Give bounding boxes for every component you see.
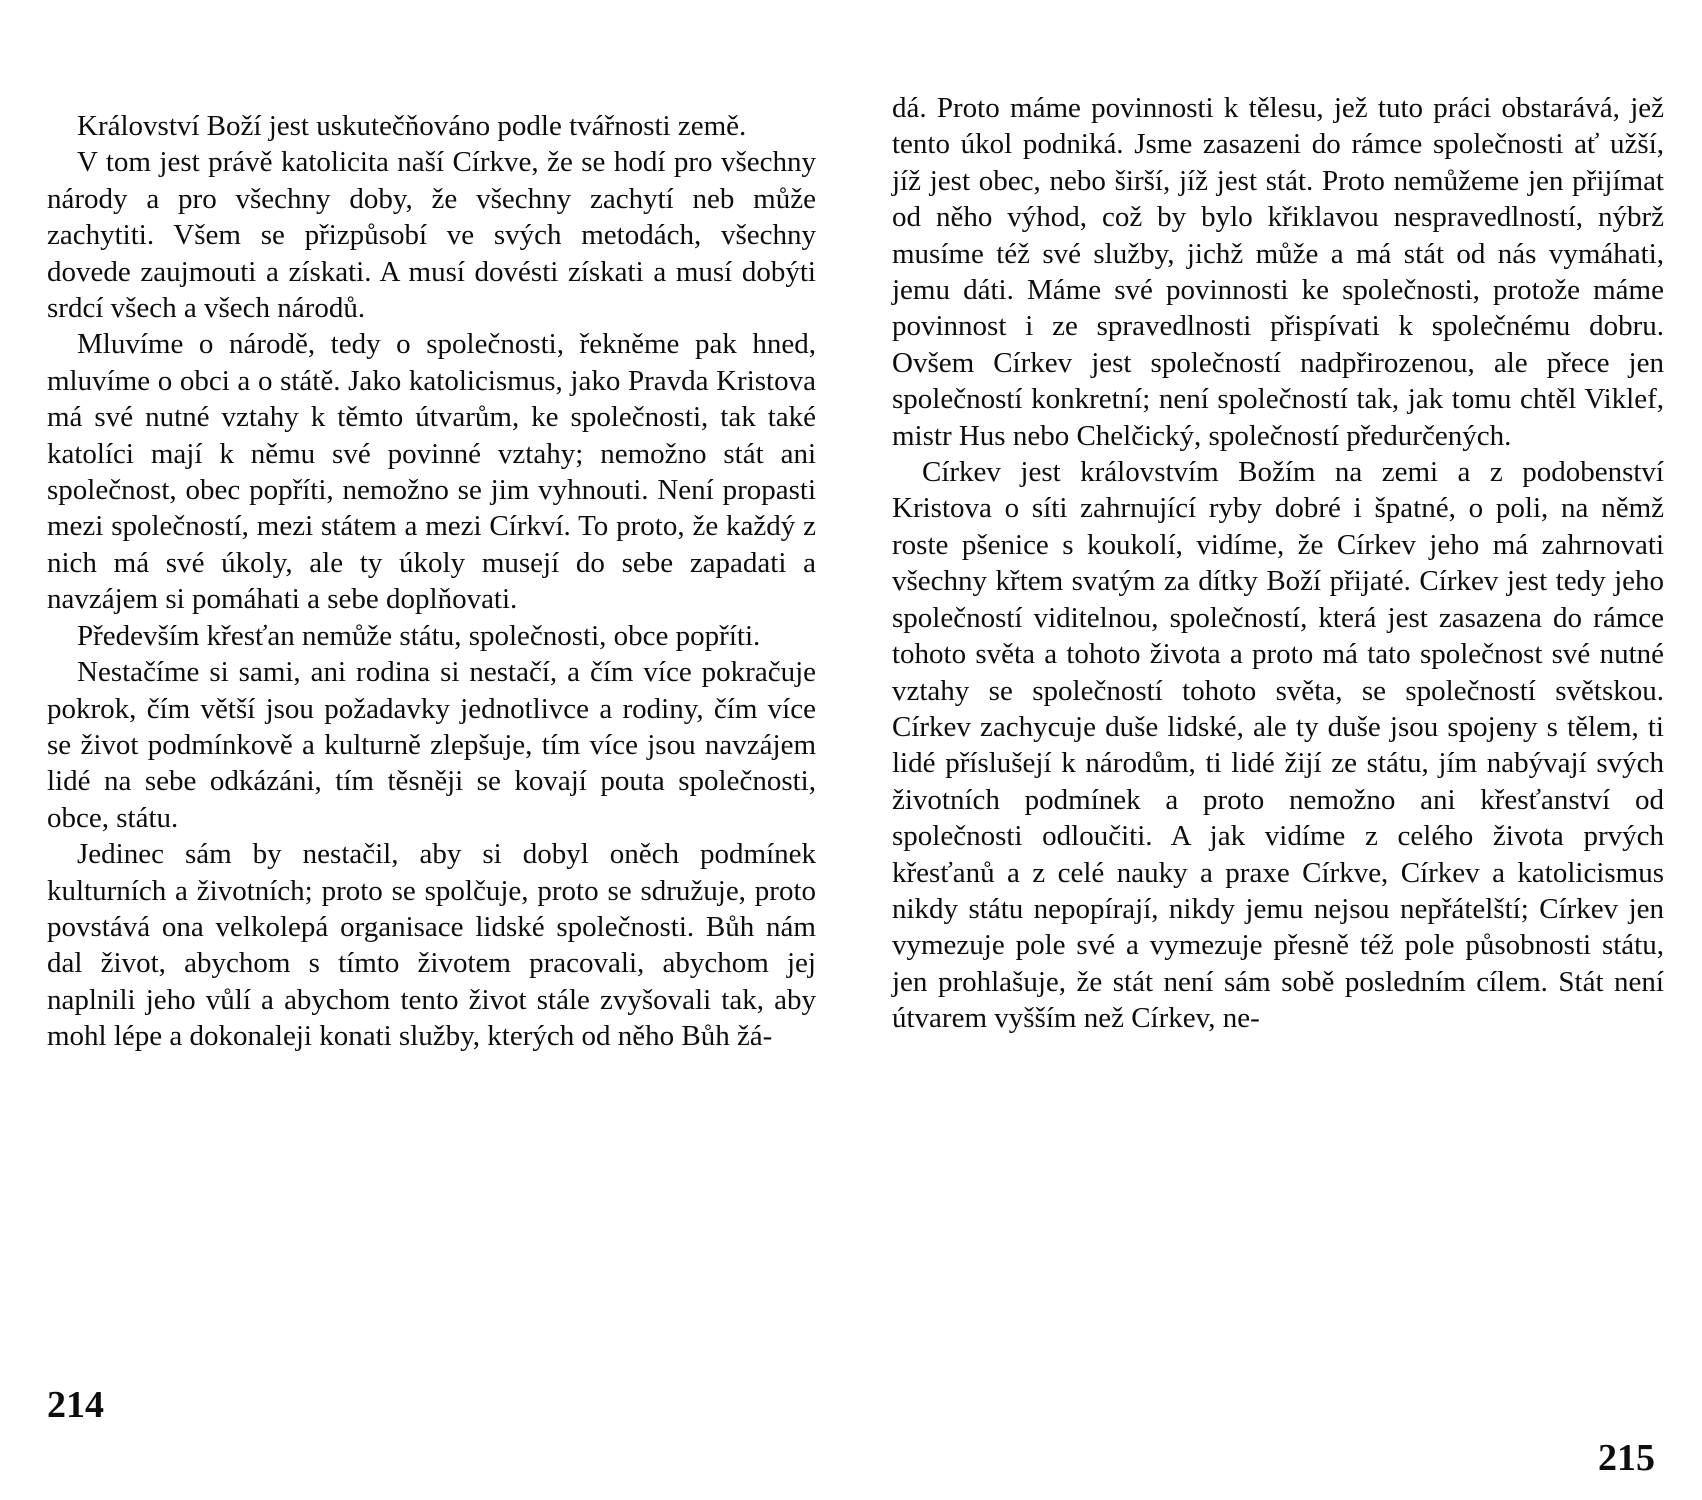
page-number-right: 215 <box>1598 1437 1655 1479</box>
paragraph: Nestačíme si sami, ani rodina si nestačí, a čím více pokračuje pokrok, čím větší jsou požadavky jednotlivce a rodiny, čím více se život podmínkově a kulturně zlepšuje, tím více jsou navzájem lidé na sebe odkázáni, tím těsněji se kovají pouta společnosti, obce, státu. <box>47 656 816 834</box>
paragraph: Církev jest královstvím Božím na zemi a z podobenství Kristova o síti zahrnující ryby dobré i špatné, o poli, na němž roste pšenice s koukolí, vidíme, že Církev jeho má zahrnovati všechny křtem svatým za dítky Boží přijaté. Církev jest tedy jeho společností viditelnou, společností, která jest zasazena do rámce tohoto světa a tohoto života a proto má tato společnost své nutné vztahy se společností tohoto světa, se společností světskou. Církev zachycuje duše lidské, ale ty duše jsou spojeny s tělem, ti lidé příslušejí k národům, ti lidé žijí ze státu, jím nabývají svých životních podmínek a proto nemožno ani křesťanství od společnosti odloučiti. A jak vidíme z celého života prvých křesťanů a z celé nauky a praxe Církve, Církev a katolicismus nikdy státu nepopírají, nikdy jemu nejsou nepřátelští; Církev jen vymezuje pole své a vymezuje přesně též pole působnosti státu, jen prohlašuje, že stát není sám sobě posledním cílem. Stát není útvarem vyšším než Církev, ne- <box>892 456 1664 1035</box>
right-page <box>851 0 1702 1500</box>
paragraph: Mluvíme o národě, tedy o společnosti, řekněme pak hned, mluvíme o obci a o státě. Jako katolicismus, jako Pravda Kristova má své nutné vztahy k těmto útvarům, ke společnosti, tak také katolíci mají k němu své povinné vztahy; nemožno stát ani společnost, obec popříti, nemožno se jim vyhnouti. Není propasti mezi společností, mezi státem a mezi Církví. To proto, že každý z nich má své úkoly, ale ty úkoly musejí do sebe zapadati a navzájem si pomáhati a sebe doplňovati. <box>47 328 816 616</box>
page-number-left: 214 <box>47 1384 104 1426</box>
left-page-text-column <box>47 108 816 1055</box>
paragraph: Království Boží jest uskutečňováno podle tvářnosti země. <box>77 110 747 142</box>
right-page-text-column <box>892 90 1664 1037</box>
paragraph: V tom jest právě katolicita naší Církve, že se hodí pro všechny národy a pro všechny doby, že všechny zachytí neb může zachytiti. Všem se přizpůsobí ve svých metodách, všechny dovede zaujmouti a získati. A musí dovésti získati a musí dobýti srdcí všech a všech národů. <box>47 146 816 325</box>
paragraph-continuation: dá. Proto máme povinnosti k tělesu, jež tuto práci obstarává, jež tento úkol podniká. Jsme zasazeni do rámce společnosti ať užší, jíž jest obec, nebo širší, jíž jest stát. Proto nemůžeme jen přijímat od něho výhod, což by bylo křiklavou nespravedlností, nýbrž musíme též své služby, jichž může a má stát od nás vymáhati, jemu dáti. Máme své povinnosti ke společnosti, protože máme povinnost i ze spravedlnosti přispívati k společnému dobru. Ovšem Církev jest společností nadpřirozenou, ale přece jen společností konkretní; není společností tak, jak tomu chtěl Viklef, mistr Hus nebo Chelčický, společností předurčených. <box>892 92 1664 452</box>
paragraph: Jedinec sám by nestačil, aby si dobyl oněch podmínek kulturních a životních; proto se spolčuje, proto se sdružuje, proto povstává ona velkolepá organisace lidské společnosti. Bůh nám dal život, abychom s tímto životem pracovali, abychom jej naplnili jeho vůlí a abychom tento život stále zvyšovali tak, aby mohl lépe a dokonaleji konati služby, kterých od něho Bůh žá- <box>47 838 816 1053</box>
paragraph: Především křesťan nemůže státu, společnosti, obce popříti. <box>77 619 761 652</box>
